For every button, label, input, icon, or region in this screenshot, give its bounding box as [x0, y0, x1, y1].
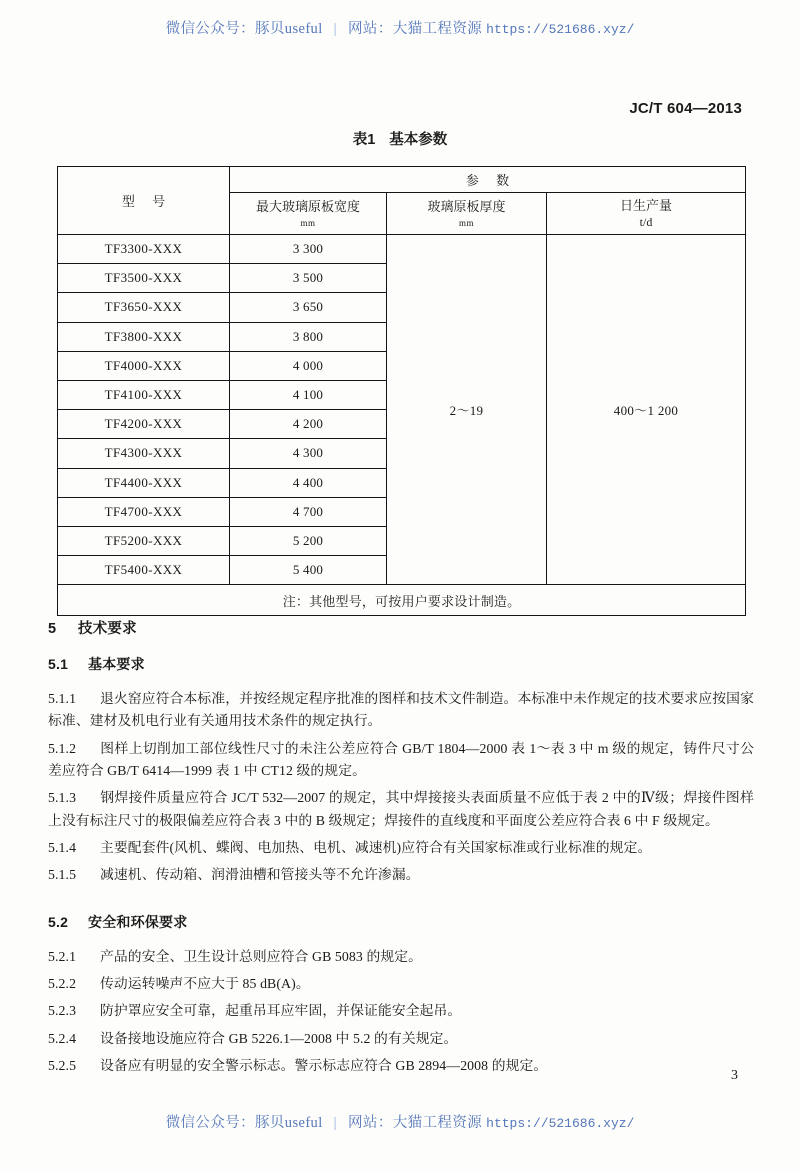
watermark-separator: |	[333, 1115, 337, 1131]
clause-5-2-3-number: 5.2.3	[48, 1003, 77, 1019]
header-daily-output	[547, 193, 746, 235]
header-params-group: 参 数	[230, 167, 746, 193]
clause-5-1-3	[48, 787, 754, 832]
parameters-table	[57, 166, 746, 616]
clause-5-1-2-number: 5.1.2	[48, 740, 77, 756]
watermark-site-label: 网站：大猫工程资源	[348, 21, 483, 37]
header-max-glass-width	[230, 193, 387, 235]
heading-section-5-2	[48, 912, 754, 932]
table-foot	[58, 585, 746, 616]
header-glass-thickness-label: 玻璃原板厚度	[427, 199, 506, 215]
cell-model: TF5200-XXX	[58, 526, 230, 555]
clause-5-2-5	[48, 1055, 754, 1077]
heading-section-5-1-number: 5.1	[48, 656, 69, 672]
cell-model: TF5400-XXX	[58, 556, 230, 585]
cell-model: TF3800-XXX	[58, 322, 230, 351]
clause-5-2-4	[48, 1028, 754, 1050]
clause-5-1-2	[48, 738, 754, 783]
heading-section-5-2-title: 安全和环保要求	[88, 913, 188, 930]
cell-model: TF4100-XXX	[58, 380, 230, 409]
cell-model: TF3500-XXX	[58, 264, 230, 293]
clause-5-2-1	[48, 946, 754, 968]
table-header-row-group	[58, 167, 746, 193]
clause-5-2-2	[48, 973, 754, 995]
clause-5-2-5-number: 5.2.5	[48, 1058, 77, 1074]
clause-5-1-1-text: 退火窑应符合本标准，并按经规定程序批准的图样和技术文件制造。本标准中未作规定的技术要求应按国家标准、建材及机电行业有关通用技术条件的规定执行。	[48, 691, 754, 729]
clause-5-1-5-number: 5.1.5	[48, 867, 77, 883]
heading-section-5	[48, 617, 754, 638]
clause-5-2-5-text: 设备应有明显的安全警示标志。警示标志应符合 GB 2894—2008 的规定。	[100, 1058, 548, 1074]
clause-5-1-1	[48, 688, 754, 733]
cell-model: TF4400-XXX	[58, 468, 230, 497]
cell-model: TF4200-XXX	[58, 410, 230, 439]
cell-max-glass-width: 5 400	[230, 556, 387, 585]
watermark-wechat-label: 微信公众号：豚贝useful	[165, 21, 323, 37]
cell-max-glass-width: 4 100	[230, 380, 387, 409]
table-head	[58, 167, 746, 235]
cell-daily-output-merged: 400～1 200	[547, 235, 746, 585]
clause-5-1-5-text: 减速机、传动箱、润滑油槽和管接头等不允许渗漏。	[100, 867, 420, 883]
clause-5-2-1-text: 产品的安全、卫生设计总则应符合 GB 5083 的规定。	[100, 948, 423, 964]
table-caption	[0, 128, 800, 149]
cell-model: TF4300-XXX	[58, 439, 230, 468]
section-spacer	[48, 892, 754, 912]
heading-section-5-1-title: 基本要求	[88, 656, 145, 672]
clause-5-2-3	[48, 1000, 754, 1022]
body-content	[48, 617, 754, 1082]
watermark-site-label: 网站：大猫工程资源	[348, 1115, 483, 1131]
watermark-wechat-label: 微信公众号：豚贝useful	[165, 1115, 323, 1131]
cell-max-glass-width: 4 400	[230, 468, 387, 497]
heading-section-5-title: 技术要求	[78, 621, 137, 637]
header-max-glass-width-unit: mm	[300, 217, 316, 228]
header-glass-thickness	[387, 193, 547, 235]
watermark-url: https://521686.xyz/	[486, 22, 635, 37]
heading-section-5-2-number: 5.2	[48, 913, 69, 930]
standard-code-header: JC/T 604—2013	[629, 100, 742, 117]
clause-5-1-2-text: 图样上切削加工部位线性尺寸的未注公差应符合 GB/T 1804—2000 表 1～表 3 中 m 级的规定，铸件尺寸公差应符合 GB/T 6414—1999 表 1 中 CT12 级的规定。	[48, 740, 754, 779]
cell-max-glass-width: 5 200	[230, 526, 387, 555]
clause-5-2-4-number: 5.2.4	[48, 1030, 77, 1046]
watermark-separator: |	[333, 21, 337, 37]
parameters-table-wrapper	[57, 166, 745, 616]
cell-max-glass-width: 3 300	[230, 235, 387, 264]
table-note: 注：其他型号，可按用户要求设计制造。	[58, 585, 746, 616]
heading-section-5-1	[48, 654, 754, 674]
clause-5-1-3-number: 5.1.3	[48, 790, 77, 806]
clause-5-1-4-text: 主要配套件(风机、蝶阀、电加热、电机、减速机)应符合有关国家标准或行业标准的规定。	[100, 840, 652, 856]
clause-5-2-4-text: 设备接地设施应符合 GB 5226.1—2008 中 5.2 的有关规定。	[100, 1030, 458, 1046]
table-caption-title: 基本参数	[389, 132, 448, 148]
watermark-bottom	[0, 1111, 800, 1132]
cell-max-glass-width: 4 700	[230, 497, 387, 526]
cell-model: TF3650-XXX	[58, 293, 230, 322]
watermark-url: https://521686.xyz/	[486, 1116, 635, 1131]
clause-5-1-4	[48, 837, 754, 859]
clause-5-2-1-number: 5.2.1	[48, 948, 77, 964]
page-number: 3	[731, 1068, 738, 1083]
cell-max-glass-width: 3 650	[230, 293, 387, 322]
table-row	[58, 235, 746, 264]
clause-5-2-2-number: 5.2.2	[48, 976, 77, 992]
header-daily-output-unit: t/d	[639, 215, 653, 230]
cell-glass-thickness-merged: 2～19	[387, 235, 547, 585]
header-max-glass-width-label: 最大玻璃原板宽度	[255, 199, 360, 215]
clause-5-2-3-text: 防护罩应安全可靠，起重吊耳应牢固，并保证能安全起吊。	[100, 1003, 462, 1019]
clause-5-1-5	[48, 864, 754, 886]
clause-5-1-3-text: 钢焊接件质量应符合 JC/T 532—2007 的规定，其中焊接接头表面质量不应低于表 2 中的Ⅳ级；焊接件图样上没有标注尺寸的极限偏差应符合表 3 中的 B 级规定；焊接件的直线度和平面度公差应符合表 6 中 F 级规定。	[48, 790, 754, 828]
watermark-top	[0, 17, 800, 38]
table-caption-number: 表1	[352, 132, 376, 148]
heading-section-5-number: 5	[48, 621, 57, 637]
header-glass-thickness-unit: mm	[458, 217, 474, 228]
clause-5-2-2-text: 传动运转噪声不应大于 85 dB(A)。	[100, 976, 310, 992]
cell-model: TF4000-XXX	[58, 351, 230, 380]
cell-model: TF4700-XXX	[58, 497, 230, 526]
cell-max-glass-width: 4 200	[230, 410, 387, 439]
header-model: 型 号	[58, 167, 230, 235]
table-body	[58, 235, 746, 585]
cell-max-glass-width: 3 500	[230, 264, 387, 293]
clause-5-1-1-number: 5.1.1	[48, 691, 77, 706]
cell-max-glass-width: 4 300	[230, 439, 387, 468]
clause-5-1-4-number: 5.1.4	[48, 840, 77, 856]
cell-model: TF3300-XXX	[58, 235, 230, 264]
cell-max-glass-width: 4 000	[230, 351, 387, 380]
cell-max-glass-width: 3 800	[230, 322, 387, 351]
table-note-row	[58, 585, 746, 616]
header-daily-output-label: 日生产量	[619, 197, 672, 213]
